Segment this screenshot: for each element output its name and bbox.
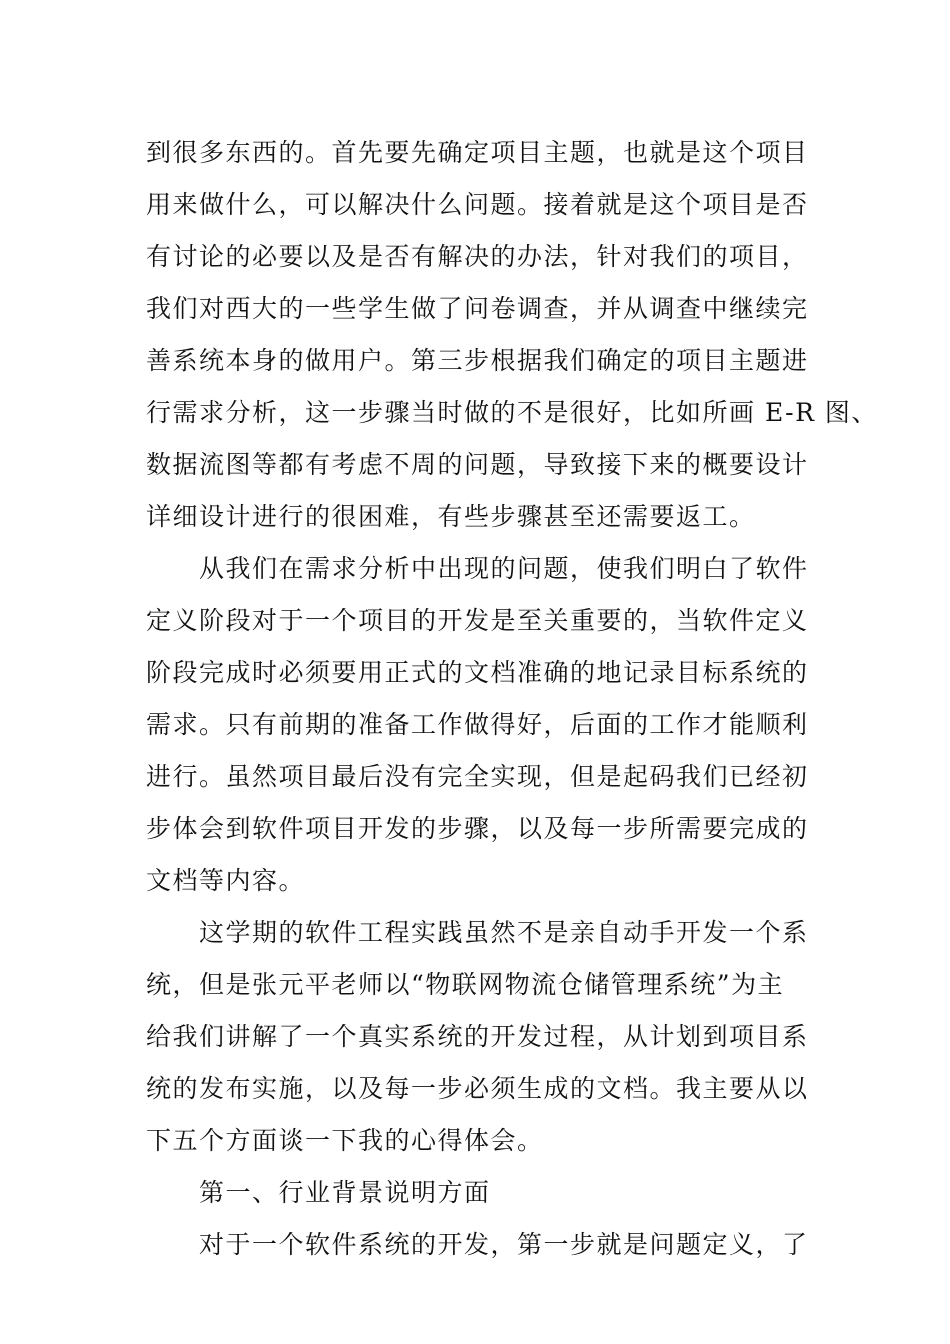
paragraph-2 bbox=[146, 543, 811, 907]
paragraph-1 bbox=[146, 127, 878, 543]
paragraph-4 bbox=[146, 1219, 811, 1271]
text-line: 到很多东西的。首先要先确定项目主题，也就是这个项目 bbox=[146, 138, 809, 167]
text-line: 定义阶段对于一个项目的开发是至关重要的，当软件定义 bbox=[146, 606, 809, 635]
text-line: 进行。虽然项目最后没有完全实现，但是起码我们已经初 bbox=[146, 762, 809, 791]
document-body bbox=[146, 127, 878, 1271]
text-line: 统的发布实施，以及每一步必须生成的文档。我主要从以 bbox=[146, 1074, 809, 1103]
section-heading bbox=[146, 1167, 811, 1219]
text-line: 文档等内容。 bbox=[146, 866, 306, 895]
text-line: 这学期的软件工程实践虽然不是亲自动手开发一个系 bbox=[146, 918, 809, 947]
text-line: 从我们在需求分析中出现的问题，使我们明白了软件 bbox=[146, 554, 809, 583]
text-line: 统，但是张元平老师以“物联网物流仓储管理系统”为主 bbox=[146, 970, 785, 999]
text-line: 数据流图等都有考虑不周的问题，导致接下来的概要设计 bbox=[146, 450, 809, 479]
text-line: 行需求分析，这一步骤当时做的不是很好，比如所画 E-R 图、 bbox=[146, 398, 878, 427]
text-line: 善系统本身的做用户。第三步根据我们确定的项目主题进 bbox=[146, 346, 809, 375]
text-line: 步体会到软件项目开发的步骤，以及每一步所需要完成的 bbox=[146, 814, 809, 843]
section-heading-text: 第一、行业背景说明方面 bbox=[146, 1178, 491, 1207]
text-line: 用来做什么，可以解决什么问题。接着就是这个项目是否 bbox=[146, 190, 809, 219]
text-line: 详细设计进行的很困难，有些步骤甚至还需要返工。 bbox=[146, 502, 756, 531]
paragraph-3 bbox=[146, 907, 811, 1167]
text-line: 我们对西大的一些学生做了问卷调查，并从调查中继续完 bbox=[146, 294, 809, 323]
text-line: 需求。只有前期的准备工作做得好，后面的工作才能顺利 bbox=[146, 710, 809, 739]
text-line: 对于一个软件系统的开发，第一步就是问题定义，了 bbox=[146, 1230, 809, 1259]
text-line: 阶段完成时必须要用正式的文档准确的地记录目标系统的 bbox=[146, 658, 809, 687]
text-line: 有讨论的必要以及是否有解决的办法，针对我们的项目， bbox=[146, 242, 809, 271]
text-line: 给我们讲解了一个真实系统的开发过程，从计划到项目系 bbox=[146, 1022, 809, 1051]
text-line: 下五个方面谈一下我的心得体会。 bbox=[146, 1126, 544, 1155]
